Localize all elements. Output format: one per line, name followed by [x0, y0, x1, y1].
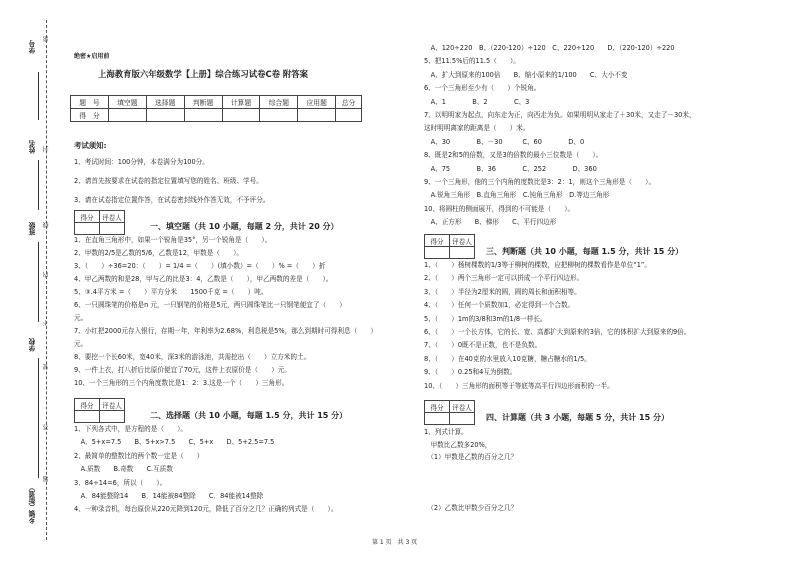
score-input-cell[interactable]: [260, 109, 298, 122]
question-line: 2、最简单的整数比的两个数一定是（ ）: [74, 451, 204, 460]
score-cell: 应用题: [298, 96, 336, 109]
question-line: 7、小红把2000元存入银行，存期一年，年利率为2.68%，利息税是5%，那么到期时可得利息（ ）: [74, 327, 377, 335]
question-line: 5、③.4平方米 =（ ）平方分米 1500千克 =（ ）吨。: [74, 288, 268, 296]
question-line: 3、（ ）÷36=20：（ ）= 1/4 =（ ）(填小数）=（ ）% =（ ）折: [74, 262, 326, 270]
question-line: 元。: [74, 314, 88, 322]
field-class: [38, 242, 39, 322]
section-title: 三、判断题（共 10 小题，每题 1.5 分，共计 15 分）: [486, 247, 684, 256]
score-table-score-row: [71, 109, 362, 122]
question-line: 9、（ ）0.25和4互为倒数。: [424, 368, 517, 377]
label-township: 乡镇（街道）: [29, 484, 37, 524]
score-cell: 选择题: [146, 96, 184, 109]
question-line: 10、（ ）三角形的面积等于等底等高平行四边形面积的一半。: [424, 381, 614, 390]
score-table-header-row: [71, 96, 362, 109]
notice-item: 1、考试时间：100分钟，本卷满分为100分。: [74, 158, 209, 166]
question-line: 6、（ ）一个长方体，它的长、宽、高都扩大到原来的3倍，它的体积扩大到原来的9倍。: [424, 327, 691, 336]
label-school: 学校: [29, 338, 37, 352]
question-line: （1）甲数是乙数的百分之几？: [424, 453, 518, 462]
question-line: （2）乙数比甲数少百分之几？: [424, 503, 518, 512]
fill-blank-questions: [74, 236, 414, 392]
question-line: 4、一种录音机，每台原价从220元降到120元，降低了百分之几？正确的列式是（ ）。: [74, 505, 338, 514]
scorer-label: 评卷人: [450, 235, 475, 247]
question-line: 9、一件上衣，打八折后比原价便宜了70元，这件上衣原价是（ ）元。: [74, 366, 291, 374]
binding-line: [46, 20, 47, 540]
scorer-label: 得分: [75, 211, 100, 223]
question-line: 4、甲乙两数的和是28，甲与乙的比是3：4，乙数是（ ），甲乙两数的差是（ ）。: [74, 275, 333, 283]
notice-item: 3、请在试卷指定位置作答，在试卷密封线外作答无效，不予评分。: [74, 196, 270, 204]
question-line: 6、一个三角形至少有（ ）个锐角。: [424, 84, 541, 93]
seal-mark: 线: [43, 222, 50, 228]
score-table: [70, 95, 362, 122]
scorer-box: [424, 234, 475, 259]
question-line: A、5+x=7.5 B、5+x>7.5 C、5+x D、5+2.5=7.5: [74, 438, 275, 447]
question-line: 6、一只圆珠笔的价格是n 元，一只钢笔的价格是5元，两只圆珠笔比一只钢笔便宜了（ ）: [74, 301, 346, 309]
seal-mark: 答: [43, 424, 50, 430]
question-line: 2、（ ）两个三角形一定可以拼成一个平行四边形。: [424, 274, 584, 283]
score-input-cell[interactable]: [146, 109, 184, 122]
label-student-id: 学号: [29, 40, 37, 54]
question-line: 2、甲数的2/5是乙数的5/6，乙数是12，甲数是（ ）。: [74, 249, 243, 257]
question-line: [424, 491, 784, 504]
scorer-input[interactable]: [425, 247, 450, 259]
scorer-input[interactable]: [75, 411, 100, 423]
question-line: 10、将圆柱的侧面展开，得到的不可能是（ ）。: [424, 204, 575, 213]
question-line: [424, 466, 784, 479]
field-name: [38, 160, 39, 210]
question-line: 8、要挖一个长60米，宽40米，深3米的游泳池，共需挖出（ ）立方米的土。: [74, 353, 311, 361]
score-cell: 题 号: [71, 96, 109, 109]
score-input-cell[interactable]: [222, 109, 260, 122]
question-line: 1、在直角三角形中，如果一个锐角是35°，另一个锐角是（ ）。: [74, 236, 272, 244]
score-input-cell[interactable]: [108, 109, 146, 122]
label-name: 姓名: [29, 140, 37, 154]
section-title: 二、选择题（共 10 小题，每题 1.5 分，共计 15 分）: [150, 411, 348, 420]
scorer-input[interactable]: [100, 223, 125, 235]
scorer-input[interactable]: [75, 223, 100, 235]
scorer-input[interactable]: [425, 413, 450, 425]
question-line: [424, 478, 784, 491]
question-line: A、1 B、2 C、3: [424, 97, 530, 106]
question-line: 7、（ ）0既不是正数，也不是负数。: [424, 341, 542, 350]
scorer-input[interactable]: [450, 247, 475, 259]
scorer-label: 评卷人: [100, 211, 125, 223]
confidential-tag: 绝密★启用前: [74, 53, 110, 60]
scorer-label: 评卷人: [100, 399, 125, 411]
question-line: A、120÷220 B、（220-120）÷120 C、220÷120 D、（220-120）÷220: [424, 44, 675, 52]
question-line: 4、（ ）任何一个质数加1，必定得到一个合数。: [424, 301, 575, 310]
question-line: A.质数 B.奇数 C.互质数: [74, 465, 173, 474]
notice-item: 2、请首先按要求在试卷的指定位置填写您的姓名、班级、学号。: [74, 177, 263, 185]
score-cell: 得 分: [71, 109, 109, 122]
score-input-cell[interactable]: [184, 109, 222, 122]
question-line: 这时明明离家的距离是（ ）米。: [424, 124, 530, 133]
calculation-questions: [424, 428, 784, 516]
question-line: 10、一个三角形的三个内角度数比是1：2：3.这是一个（ ）三角形。: [74, 379, 289, 387]
page-title: 上海教育版六年级数学【上册】综合练习试卷C卷 附答案: [98, 69, 309, 79]
choice-questions: [74, 425, 414, 519]
scorer-label: 得分: [75, 399, 100, 411]
score-cell: 判断题: [184, 96, 222, 109]
seal-mark: 密: [43, 36, 50, 42]
question-line: A、30 B、－30 C、60 D、0: [424, 137, 585, 146]
question-line: 8、（ ）在40克的水里放入10克糖，糖占糖水的1/5。: [424, 354, 591, 363]
question-line: 8、既是2和5的倍数，又是3的倍数的最小三位数是（ ）。: [424, 151, 603, 160]
section-title: 一、填空题（共 10 小题，每题 2 分，共计 20 分）: [150, 222, 339, 231]
question-line: 3、（ ）半径为2厘米的圆，圆的周长和面积相等。: [424, 287, 581, 296]
scorer-box: [74, 398, 125, 423]
scorer-label: 得分: [425, 235, 450, 247]
choice-questions-continued: [424, 44, 784, 231]
scorer-label: 得分: [425, 401, 450, 413]
question-line: A．84能整除14 B．14能被84整除 C．84能被14整除: [74, 491, 264, 500]
field-student-id: [38, 72, 39, 120]
question-line: A、75 B、36 C、252 D、360: [424, 164, 597, 173]
question-line: 1、（ ）杨树棵数的1/3等于柳树的棵数，应把柳树的棵数看作是单位“1”。: [424, 261, 651, 269]
section-title: 四、计算题（共 3 小题，每题 5 分，共计 15 分）: [486, 413, 669, 422]
question-line: 7、以明明家为起点，向东走为正，向西走为负。如果明明从家走了＋30米，又走了－30米，: [424, 110, 696, 119]
score-cell: 填空题: [108, 96, 146, 109]
seal-mark: 不: [43, 320, 50, 326]
label-class: 班级: [29, 222, 37, 236]
scorer-box: [74, 210, 125, 235]
page-number: 第 1 页 共 3 页: [372, 539, 418, 546]
question-line: 5、（ ）1m的3/8和3m的1/8一样长。: [424, 314, 547, 323]
question-line: 1、下列各式中，是方程的是（ ）。: [74, 425, 187, 433]
score-cell: 计算题: [222, 96, 260, 109]
question-line: 9、一个三角形，他的三个内角的度数比是3：2：1，则这个三角形是（ ）。: [424, 177, 656, 186]
scorer-box: [424, 400, 475, 425]
notice-title: 考试须知:: [74, 141, 107, 150]
question-line: A、扩大到原来的100倍 B、缩小原来的1/100 C、大小不变: [424, 70, 628, 79]
question-line: 3、84÷14=6，所以（ ）。: [74, 478, 167, 487]
question-line: 1、列式计算。: [424, 428, 468, 436]
seal-mark: 内: [43, 272, 50, 278]
question-line: A.锐角三角形 B.直角三角形 C.钝角三角形 D.等边三角形: [424, 191, 610, 200]
scorer-input[interactable]: [100, 411, 125, 423]
score-input-cell[interactable]: [298, 109, 336, 122]
scorer-label: 评卷人: [450, 401, 475, 413]
score-cell: 总分: [336, 96, 362, 109]
question-line: 5、把11.5%后的11.5（ ）。: [424, 57, 520, 66]
true-false-questions: [424, 261, 784, 395]
seal-mark: 要: [43, 364, 50, 370]
field-school: [38, 358, 39, 478]
score-cell: 综合题: [260, 96, 298, 109]
seal-mark: 题: [43, 476, 50, 482]
question-line: 甲数比乙数多20%，: [424, 440, 492, 449]
question-line: A、正方形 B、梯形 C、平行四边形: [424, 218, 557, 227]
scorer-input[interactable]: [450, 413, 475, 425]
score-input-cell[interactable]: [336, 109, 362, 122]
question-line: 元。: [74, 340, 88, 348]
seal-mark: 封: [43, 146, 50, 152]
